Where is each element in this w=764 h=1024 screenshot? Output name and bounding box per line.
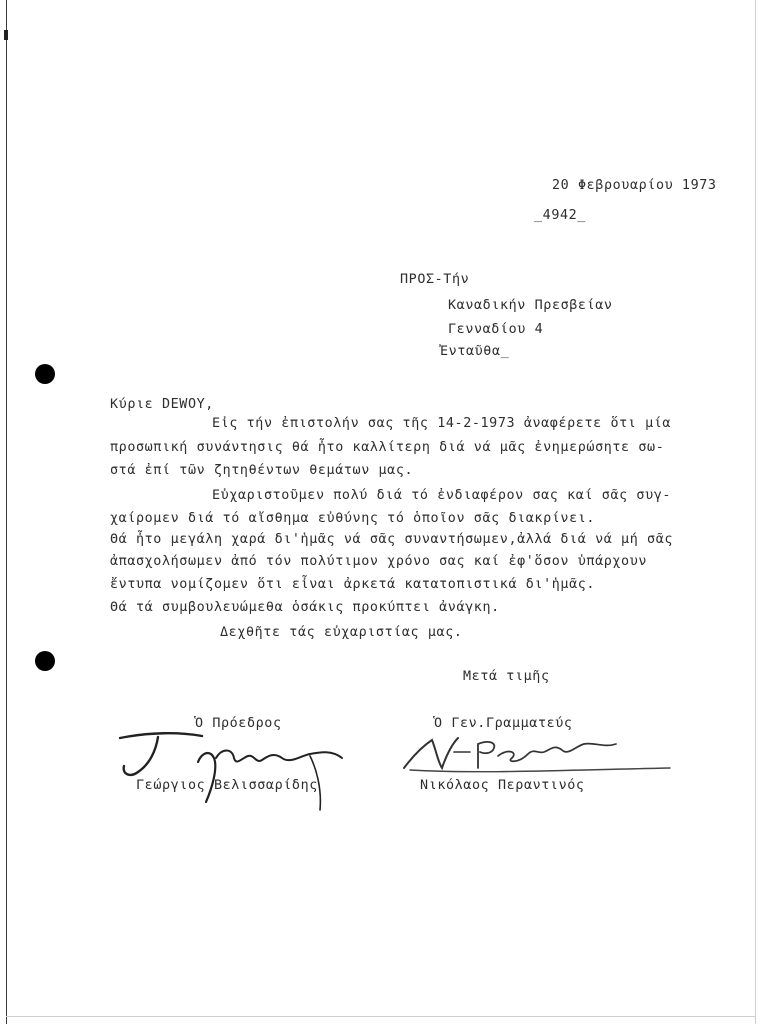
body-line: Δεχθῆτε τάς εὐχαριστίας μας. — [220, 625, 463, 640]
handwritten-signature-left-icon — [110, 728, 360, 814]
page-edge-left — [6, 0, 7, 1024]
signatory-right-title: Ὁ Γεν.Γραμματεύς — [434, 716, 573, 731]
body-line: Θά ἦτο μεγάλη χαρά δι'ἡμᾶς νά σᾶς συναντήσωμεν,ἀλλά διά νά μή σᾶς — [110, 532, 674, 547]
body-line: Εὐχαριστοῦμεν πολύ διά τό ἐνδιαφέρον σας καί σᾶς συγ- — [212, 488, 672, 503]
salutation: Κύριε DEWOY, — [110, 397, 214, 412]
page-edge-right — [755, 0, 756, 1024]
recipient-prefix: ΠΡΟΣ-Τήν — [400, 272, 470, 287]
recipient-line-1: Καναδικήν Πρεσβείαν — [448, 298, 613, 313]
body-line: ἔντυπα νομίζομεν ὅτι εἶναι ἀρκετά κατατοπιστικά δι'ἡμᾶς. — [110, 577, 596, 592]
signatory-left-title: Ὁ Πρόεδρος — [195, 716, 282, 731]
body-line: προσωπική συνάντησις θά ἦτο καλλίτερη διά νά μᾶς ἐνημερώσητε σω- — [110, 440, 665, 455]
recipient-line-3: Ἐνταῦθα_ — [440, 344, 510, 359]
body-line: στά ἐπί τῶν ζητηθέντων θεμάτων μας. — [110, 463, 414, 478]
letter-date: 20 Φεβρουαρίου 1973 — [552, 178, 717, 193]
punch-hole-icon — [35, 364, 55, 384]
body-line: ἀπασχολήσωμεν ἀπό τόν πολύτιμον χρόνο σας καί ἐφ'ὅσον ὑπάρχουν — [110, 554, 648, 569]
body-line: χαίρομεν διά τό αἴσθημα εὐθύνης τό ὁποῖον σᾶς διακρίνει. — [110, 511, 596, 526]
handwritten-signature-right-icon — [398, 730, 683, 782]
signatory-right-name: Νικόλαος Περαντινός — [420, 778, 585, 793]
body-line: Θά τά συμβουλευώμεθα ὁσάκις προκύπτει ἀνάγκη. — [110, 600, 500, 615]
recipient-line-2: Γενναδίου 4 — [448, 322, 544, 337]
page-edge-bottom — [6, 1016, 756, 1017]
page-notch-mark — [4, 30, 8, 40]
reference-number: _4942_ — [534, 208, 586, 223]
punch-hole-icon — [35, 651, 55, 671]
closing: Μετά τιμῆς — [463, 669, 550, 684]
signatory-left-name: Γεώργιος Βελισσαρίδης — [136, 778, 318, 793]
body-line: Εἰς τήν ἐπιστολήν σας τῆς 14-2-1973 ἀναφέρετε ὅτι μία — [212, 416, 672, 431]
